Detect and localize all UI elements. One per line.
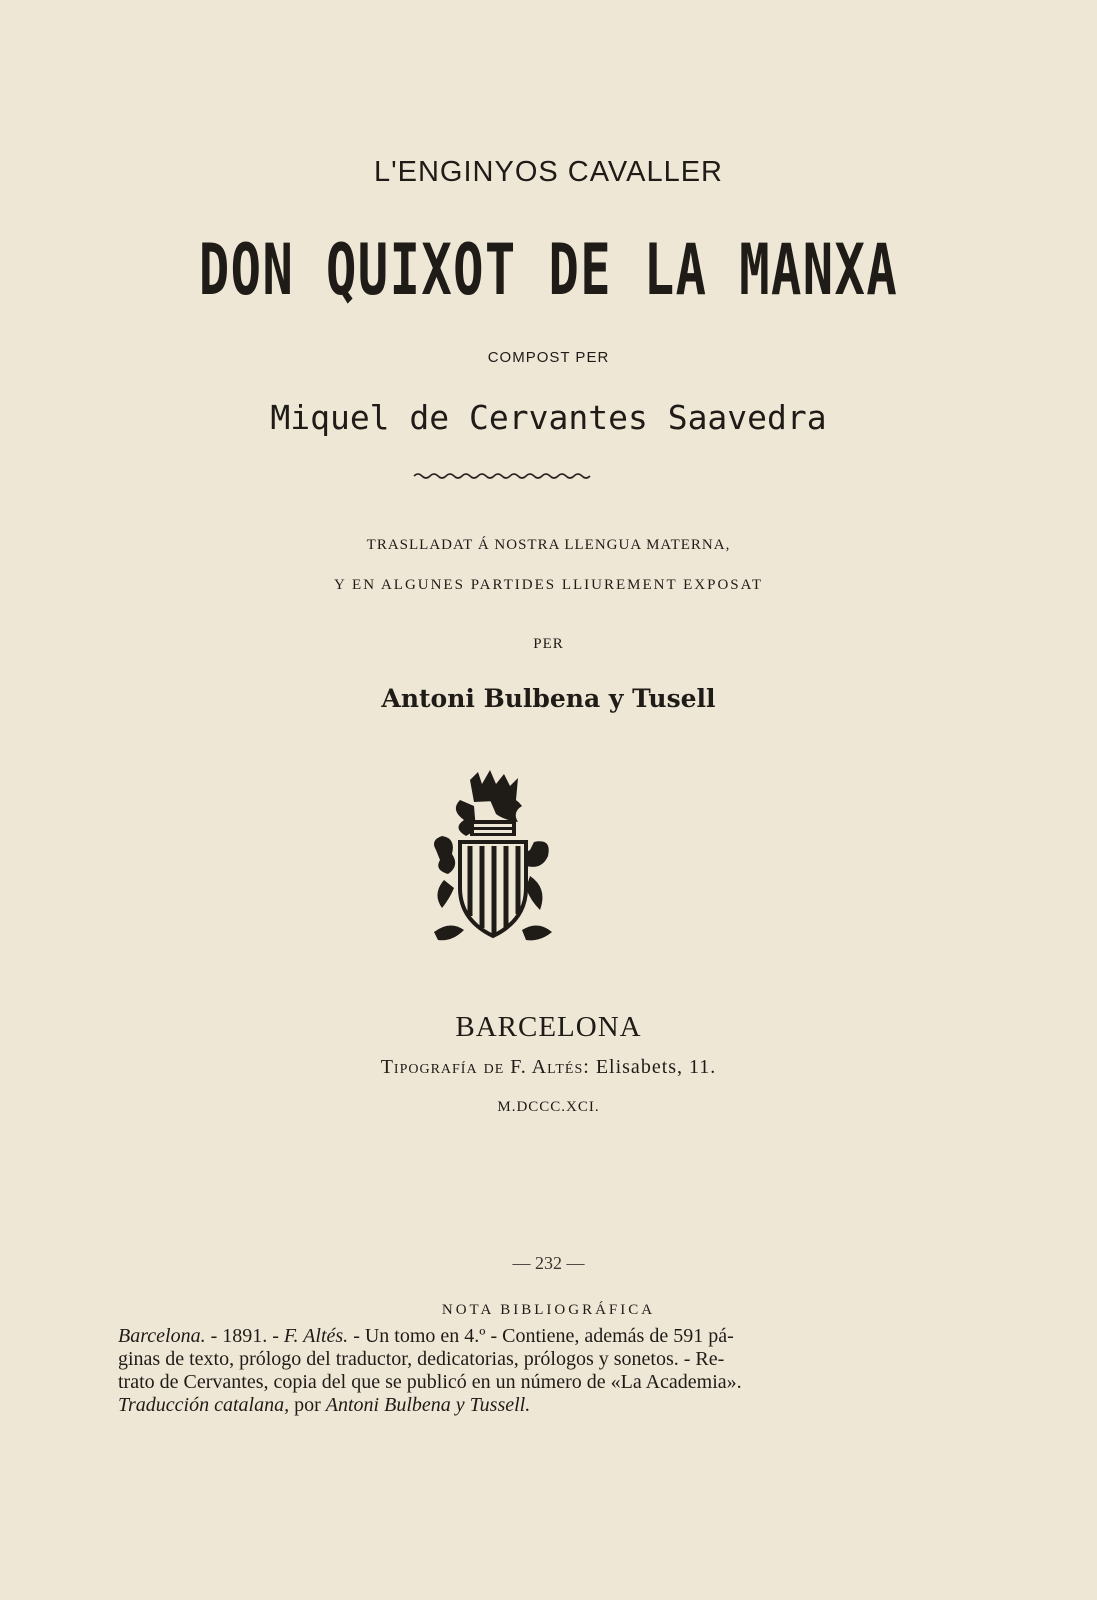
note-translation: Traducción catalana, — [118, 1394, 290, 1416]
subtitle: L'ENGINYOS CAVALLER — [373, 156, 724, 188]
note-por: por — [289, 1394, 326, 1416]
note-line-3: trato de Cervantes, copia del que se publicó en un número de «La Academia». — [118, 1371, 742, 1393]
translation-line-1: TRASLLADAT Á NOSTRA LLENGUA MATERNA, — [366, 537, 731, 553]
bibliographic-note — [118, 1325, 858, 1417]
imprint-printer — [0, 1056, 1097, 1079]
note-line-1 — [118, 1325, 858, 1348]
per-label: PER — [533, 636, 564, 652]
page-number: — 232 — — [512, 1253, 585, 1273]
note-publisher: F. Altés. — [283, 1325, 349, 1347]
note-heading: NOTA BIBLIOGRÁFICA — [441, 1302, 656, 1318]
translator-name: Antoni Bulbena y Tusell — [381, 684, 716, 713]
note-place: Barcelona. — [118, 1325, 206, 1347]
printer-address: : Elisabets, 11. — [583, 1056, 717, 1078]
main-title: DON QUIXOT DE LA MANXA — [198, 229, 899, 311]
note-translator: Antoni Bulbena y Tussell. — [325, 1394, 531, 1416]
translation-line-2: Y EN ALGUNES PARTIDES LLIUREMENT EXPOSAT — [334, 577, 763, 593]
note-sep: - 1891. - — [205, 1325, 284, 1347]
author-name: Miquel de Cervantes Saavedra — [270, 398, 827, 437]
note-line-2: ginas de texto, prólogo del traductor, dedicatorias, prólogos y sonetos. - Re- — [118, 1348, 725, 1370]
note-line-4 — [118, 1394, 858, 1417]
composed-by-label: COMPOST PER — [487, 349, 610, 366]
imprint-city: BARCELONA — [455, 1011, 642, 1043]
wavy-rule-icon — [412, 470, 592, 482]
imprint-year: M.DCCC.XCI. — [497, 1099, 600, 1115]
note-line-1-rest: - Un tomo en 4.º - Contiene, además de 591 pá- — [348, 1325, 734, 1347]
printer-label: Tipografía de F. Altés — [380, 1056, 584, 1078]
coat-of-arms-icon — [430, 770, 555, 945]
